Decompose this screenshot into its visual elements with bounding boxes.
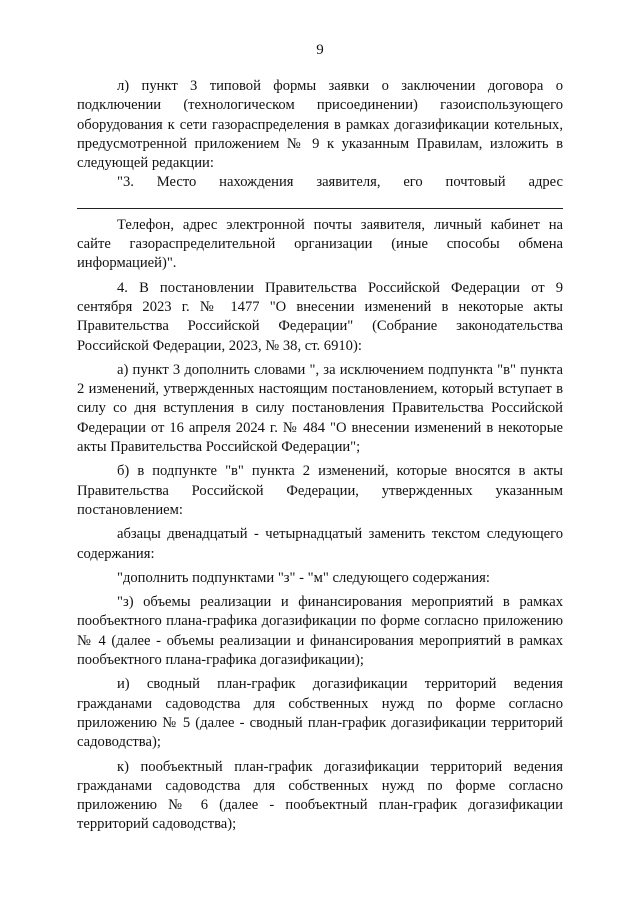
page-number: 9 [316,42,324,58]
paragraph-dopolnit: "дополнить подпунктами "з" - "м" следующего содержания: [117,569,490,586]
paragraph-b: б) в подпункте "в" пункта 2 изменений, которые вносятся в акты Правительства Российской Федерации, утвержденных указанным постановлением: [77,463,563,518]
paragraph-z: "з) объемы реализации и финансирования мероприятий в рамках пообъектного плана-графика догазификации по форме согласно приложению № 4 (далее - объемы реализации и финансирования мероприятий в рамках пообъектного плана-графика догазификации); [77,594,563,669]
paragraph-quote-start: "3. Место нахождения заявителя, его почтовый адрес [117,174,563,191]
paragraph-l: л) пункт 3 типовой формы заявки о заключении договора о подключении (технологическом присоединении) газоиспользующего оборудования к сети газораспределения в рамках догазификации котельных, предусмотренной приложением № 9 к указанным Правилам, изложить в следующей редакции: [77,78,563,172]
paragraph-4: 4. В постановлении Правительства Российской Федерации от 9 сентября 2023 г. № 1477 "О внесении изменений в некоторые акты Правительства Российской Федерации" (Собрание законодательства Российской Федерации, 2023, № 38, ст. 6910): [77,279,563,354]
paragraph-abzacy: абзацы двенадцатый - четырнадцатый заменить текстом следующего содержания: [77,526,563,562]
form-blank-line [77,208,563,209]
paragraph-k: к) пообъектный план-график догазификации территорий ведения гражданами садоводства для собственных нужд по форме согласно приложению № 6 (далее - пообъектный план-график догазификации территорий садоводства); [77,758,563,833]
paragraph-i: и) сводный план-график догазификации территорий ведения гражданами садоводства для собственных нужд по форме согласно приложению № 5 (далее - сводный план-график догазификации территорий садоводства); [77,676,563,751]
paragraph-a: а) пункт 3 дополнить словами ", за исключением подпункта "в" пункта 2 изменений, утвержденных настоящим постановлением, который вступает в силу со дня вступления в силу постановления Правительства Российской Федерации от 16 апреля 2024 г. № 484 "О внесении изменений в некоторые акты Правительства Российской Федерации"; [77,361,563,456]
paragraph-phone: Телефон, адрес электронной почты заявителя, личный кабинет на сайте газораспределительной организации (иные способы обмена информацией)". [77,216,563,272]
document-body [77,77,563,835]
